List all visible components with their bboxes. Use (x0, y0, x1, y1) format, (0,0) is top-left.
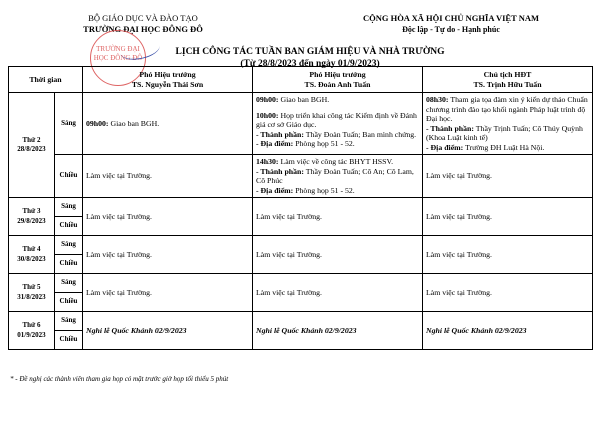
event-text: Tham gia tọa đàm xin ý kiến dự thảo Chuẩn chương trình đào tạo khối ngành Pháp luật trình độ Đại học. (426, 95, 588, 123)
place-text: Trường ĐH Luật Hà Nội. (463, 142, 545, 152)
session-morning: Sáng (55, 93, 83, 155)
session-afternoon: Chiều (55, 331, 83, 350)
event-text: Giao ban BGH. (108, 118, 160, 128)
cell: Làm việc tại Trường. (423, 274, 593, 312)
col2-name: TS. Đoàn Anh Tuấn (304, 79, 371, 89)
country-name: CỘNG HÒA XÃ HỘI CHỦ NGHĨA VIỆT NAM (362, 13, 540, 23)
event-text: Giao ban BGH. (278, 95, 330, 104)
members-text: Thầy Đoàn Tuấn; Cô An; Cô Lam, Cô Phúc (256, 166, 414, 185)
university-name: TRƯỜNG ĐẠI HỌC ĐÔNG ĐÔ (83, 24, 203, 34)
event-text: Làm việc về công tác BHYT HSSV. (278, 157, 394, 166)
time-text: 08h30: (426, 95, 449, 104)
day-cell (9, 93, 55, 198)
cell: Làm việc tại Trường. (83, 155, 253, 198)
cell: Làm việc tại Trường. (253, 274, 423, 312)
header-col1 (83, 67, 253, 93)
session-afternoon: Chiều (55, 293, 83, 312)
cell: Làm việc tại Trường. (253, 198, 423, 236)
session-afternoon: Chiều (55, 155, 83, 198)
day-cell (9, 274, 55, 312)
header-right (326, 13, 576, 35)
col2-role: Phó Hiệu trưởng (309, 70, 366, 79)
table-row (9, 236, 593, 255)
title-line1: LỊCH CÔNG TÁC TUẦN BAN GIÁM HIỆU VÀ NHÀ TRƯỜNG (175, 47, 445, 57)
col1-name: TS. Nguyễn Thái Sơn (131, 79, 204, 89)
time-text: 09h00: (256, 95, 279, 104)
col1-role: Phó Hiệu trưởng (139, 70, 196, 79)
day-label: Thứ 6 (22, 321, 41, 329)
place-label: - Địa điểm: (256, 139, 294, 148)
day-cell (9, 198, 55, 236)
members-text: Thầy Đoàn Tuấn; Ban mình chứng. (303, 129, 417, 139)
footnote: * - Đề nghị các thành viên tham gia họp có mặt trước giờ họp tối thiểu 5 phút (10, 375, 229, 383)
header-left (58, 13, 228, 35)
event-text: Họp triển khai công tác Kiểm định về Đánh giá cơ sở Giáo dục. (256, 110, 417, 129)
day-label: Thứ 2 (22, 135, 41, 144)
cell: Làm việc tại Trường. (423, 236, 593, 274)
table-row (9, 155, 593, 198)
time-text: 14h30: (256, 157, 279, 166)
cell: Làm việc tại Trường. (253, 236, 423, 274)
col3-name: TS. Trịnh Hữu Tuấn (473, 79, 542, 89)
day-label: Thứ 5 (22, 283, 41, 291)
day-date: 29/8/2023 (17, 216, 46, 225)
cell: Nghỉ lễ Quốc Khánh 02/9/2023 (83, 312, 253, 350)
cell: Nghỉ lễ Quốc Khánh 02/9/2023 (423, 312, 593, 350)
table-header-row (9, 67, 593, 93)
session-morning: Sáng (55, 198, 83, 217)
table-row (9, 274, 593, 293)
cell (423, 93, 593, 155)
cell (83, 93, 253, 155)
cell: Làm việc tại Trường. (423, 198, 593, 236)
session-morning: Sáng (55, 312, 83, 331)
table-row (9, 93, 593, 155)
day-date: 01/9/2023 (17, 330, 46, 339)
stamp-text: TRƯỜNG ĐẠI HỌC ĐÔNG ĐÔ (93, 45, 143, 62)
cell: Làm việc tại Trường. (83, 198, 253, 236)
header-time: Thời gian (9, 67, 83, 93)
session-afternoon: Chiều (55, 217, 83, 236)
title-line2: (Từ 28/8/2023 đến ngày 01/9/2023) (240, 59, 380, 69)
members-text: Thầy Trịnh Tuấn; Cô Thúy Quỳnh (Khoa Luật kinh tế) (426, 123, 583, 142)
cell (253, 93, 423, 155)
session-morning: Sáng (55, 236, 83, 255)
table-row (9, 198, 593, 217)
ministry-name: BỘ GIÁO DỤC VÀ ĐÀO TẠO (88, 13, 198, 23)
cell: Làm việc tại Trường. (423, 155, 593, 198)
place-label: - Địa điểm: (256, 185, 294, 195)
day-date: 31/8/2023 (17, 292, 46, 301)
schedule-table (8, 66, 593, 350)
day-label: Thứ 3 (22, 207, 41, 215)
header-col3 (423, 67, 593, 93)
day-date: 30/8/2023 (17, 254, 46, 263)
time-text: 10h00: (256, 110, 279, 120)
members-label: - Thành phần: (256, 166, 304, 176)
members-label: - Thành phần: (426, 123, 474, 133)
place-text: Phòng họp 51 - 52. (293, 185, 355, 195)
header-col2 (253, 67, 423, 93)
day-label: Thứ 4 (22, 245, 41, 253)
national-motto: Độc lập - Tự do - Hạnh phúc (402, 25, 500, 34)
cell: Nghỉ lễ Quốc Khánh 02/9/2023 (253, 312, 423, 350)
session-morning: Sáng (55, 274, 83, 293)
day-cell (9, 312, 55, 350)
place-text: Phòng họp 51 - 52. (293, 139, 355, 148)
session-afternoon: Chiều (55, 255, 83, 274)
cell: Làm việc tại Trường. (83, 236, 253, 274)
cell (253, 155, 423, 198)
table-row (9, 312, 593, 331)
place-label: - Địa điểm: (426, 142, 464, 152)
cell: Làm việc tại Trường. (83, 274, 253, 312)
time-text: 09h00: (86, 118, 109, 128)
day-date: 28/8/2023 (17, 145, 46, 153)
col3-role: Chủ tịch HĐT (483, 70, 532, 79)
members-label: - Thành phần: (256, 129, 304, 139)
day-cell (9, 236, 55, 274)
